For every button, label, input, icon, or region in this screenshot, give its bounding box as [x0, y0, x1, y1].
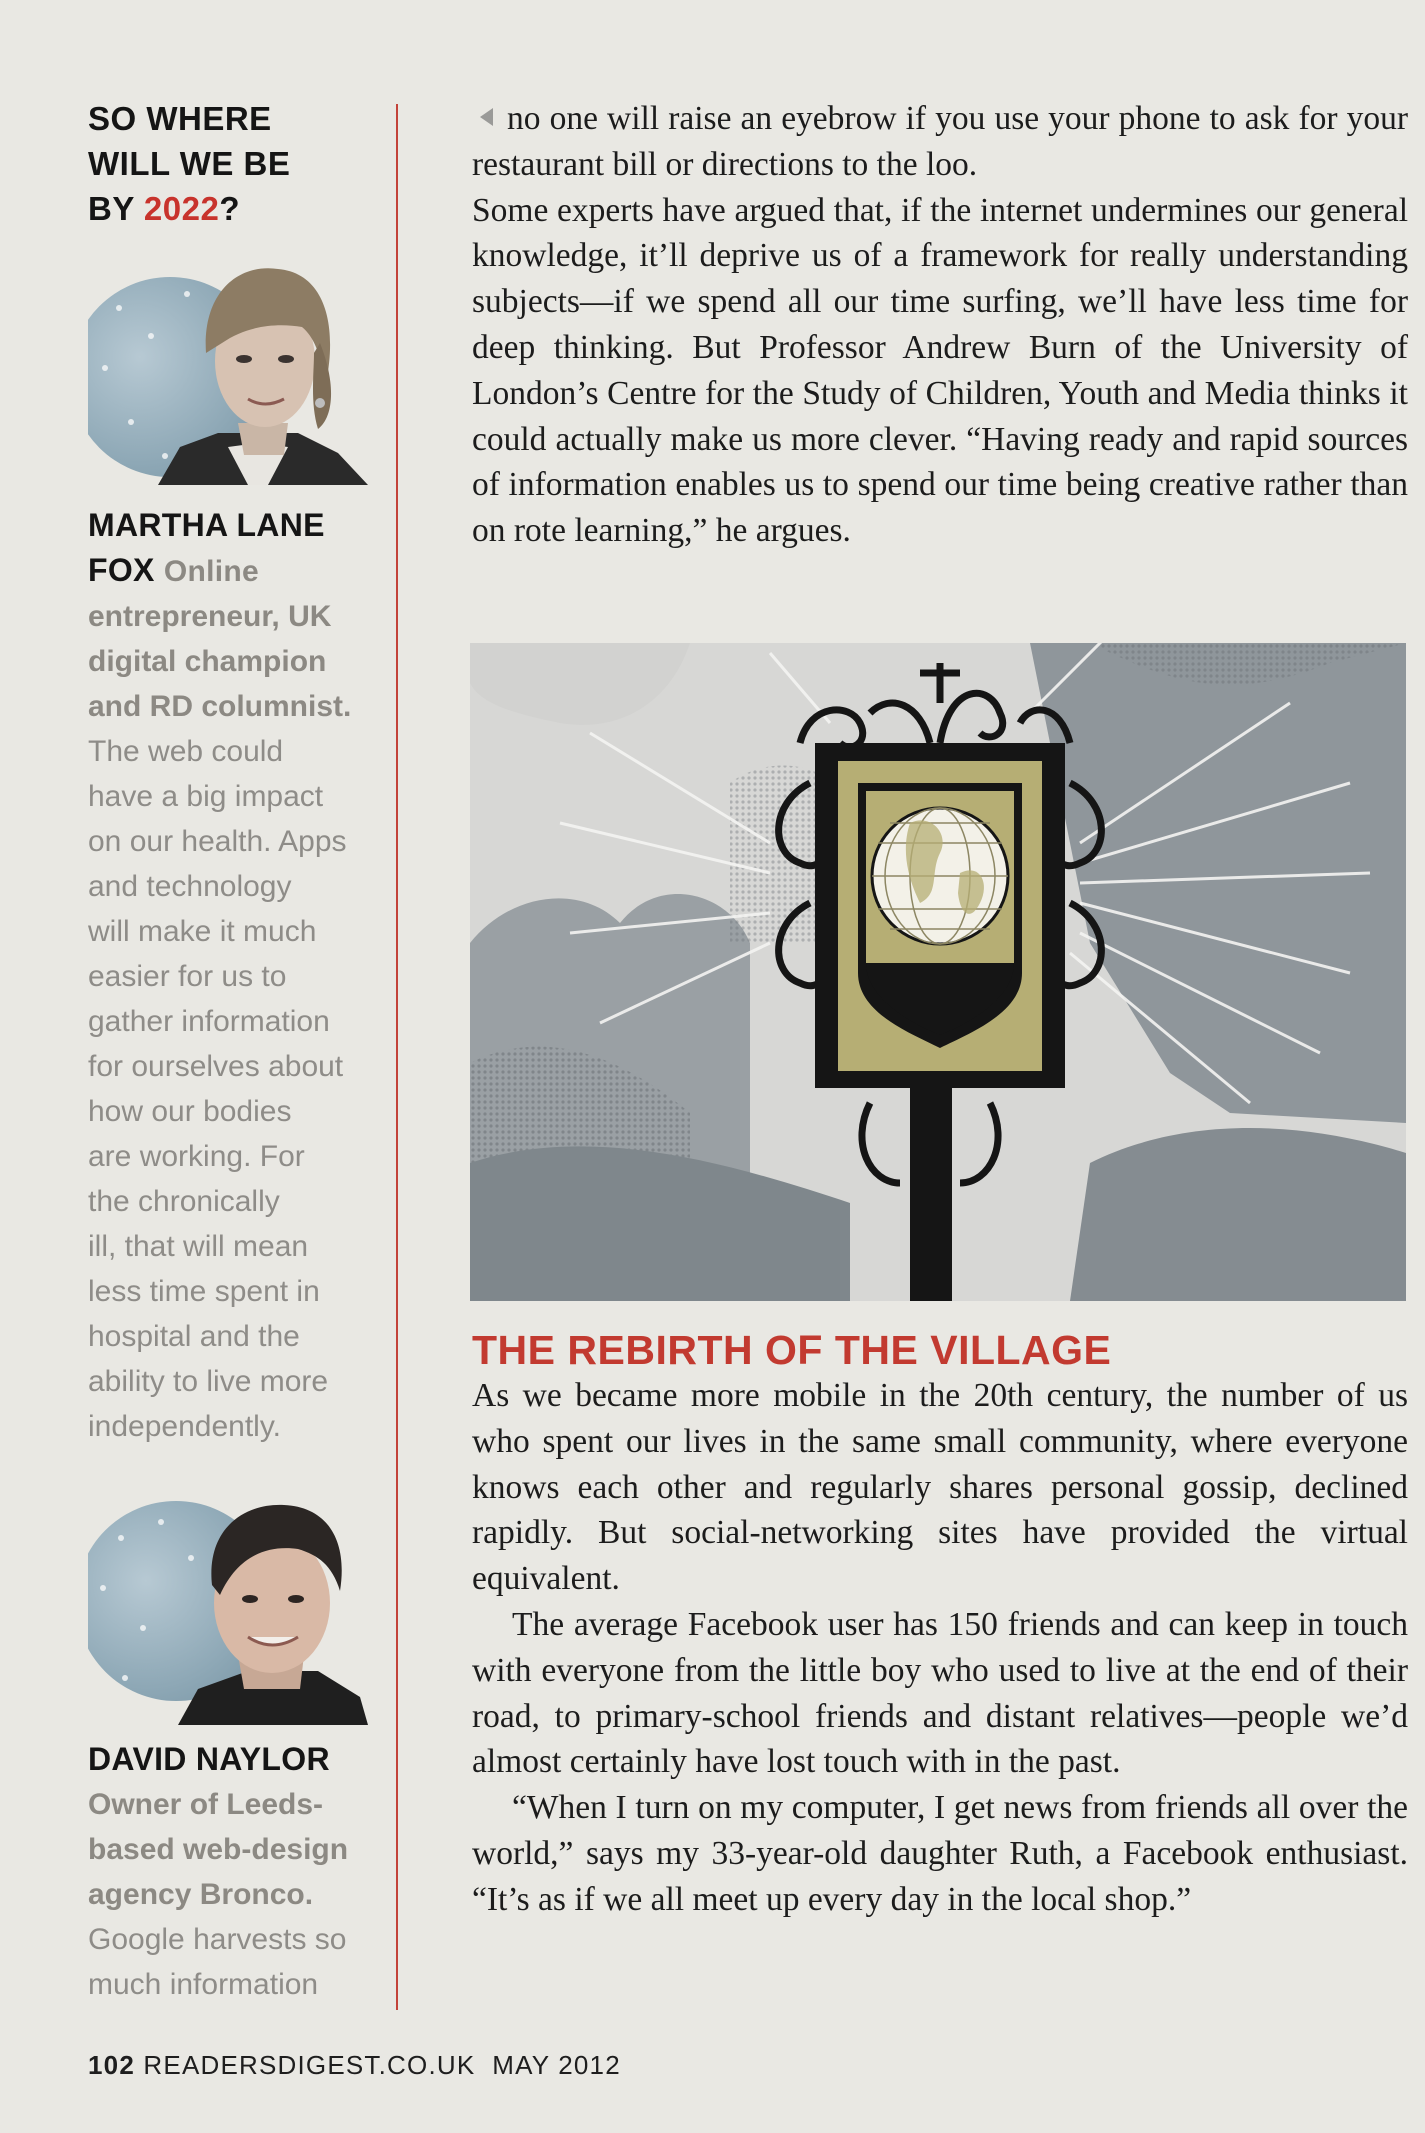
quote-line: have a big impact [88, 780, 324, 813]
heading-line-3-prefix: BY [88, 190, 144, 227]
quote-line: less time spent in [88, 1275, 320, 1308]
role-line: based web-design [88, 1833, 349, 1866]
page-number: 102 [88, 2050, 135, 2080]
quote-line: and technology [88, 870, 292, 903]
person-quote [88, 729, 378, 1449]
person-quote [88, 1917, 378, 2007]
quote-line: on our health. Apps [88, 825, 347, 858]
person-name: DAVID NAYLOR [88, 1741, 330, 1777]
portrait-photo [88, 1475, 378, 1725]
section-paragraph: As we became more mobile in the 20th century, the number of us who spent our lives in the same small community, where everyone knows each other and regularly shares personal gossip, declined rapidly. But social-networking sites have provided the virtual equivalent. [472, 1377, 1408, 1598]
role-inline: Online [163, 555, 260, 588]
experts-paragraph: Some experts have argued that, if the internet undermines our general knowledge, it’ll deprive us of a framework for really understanding subjects—if we spend all our time surfing, we’ll have less time for deep thinking. But Professor Andrew Burn of the University of London’s Centre for the Study of Children, Youth and Media thinks it could actually make us more clever. “Having ready and rapid sources of information enables us to spend our time being creative rather than on rote learning,” he argues. [472, 191, 1408, 550]
quote-line: ability to live more [88, 1365, 329, 1398]
continued-arrow-icon [480, 108, 493, 126]
quote-line: will make it much [88, 915, 317, 948]
section-paragraph: “When I turn on my computer, I get news from friends all over the world,” says my 33-year-old daughter Ruth, a Facebook enthusiast. “It’s as if we all meet up every day in the local shop.” [472, 1789, 1408, 1918]
quote-line: ill, that will mean [88, 1230, 309, 1263]
section-heading: THE REBIRTH OF THE VILLAGE [472, 1327, 1112, 1373]
martha-bio [88, 503, 378, 1449]
role-line: entrepreneur, UK [88, 600, 332, 633]
quote-line: easier for us to [88, 960, 287, 993]
quote-line: the chronically [88, 1185, 280, 1218]
quote-line: are working. For [88, 1140, 305, 1173]
column-divider [396, 104, 398, 2010]
pub-sign-illustration [470, 643, 1406, 1301]
article-section [472, 1325, 1408, 1923]
page-footer [88, 2050, 621, 2081]
martha-lane-fox-portrait [88, 233, 378, 485]
person-name-line-2: FOX [88, 552, 155, 588]
footer-site: READERSDIGEST.CO.UK [143, 2050, 476, 2080]
heading-year: 2022 [143, 190, 220, 227]
david-bio [88, 1737, 378, 2007]
intro-paragraph [472, 96, 1408, 188]
person-name [88, 503, 378, 594]
quote-line: The web could [88, 735, 284, 768]
heading-line-2: WILL WE BE [88, 145, 291, 182]
footer-issue: MAY 2012 [492, 2050, 621, 2080]
intro-first-line: no one will raise an eyebrow if you use your phone to [507, 100, 1236, 137]
heading-line-3-suffix: ? [219, 190, 241, 227]
sidebar [88, 96, 378, 2007]
article-top [472, 96, 1408, 554]
heading-line-1: SO WHERE [88, 100, 272, 137]
david-naylor-portrait [88, 1475, 378, 1725]
person-name-line-1: MARTHA LANE [88, 507, 325, 543]
person-role [88, 1782, 378, 1917]
quote-line: Google harvests so [88, 1923, 347, 1956]
quote-line: hospital and the [88, 1320, 300, 1353]
role-line: and RD columnist. [88, 690, 352, 723]
quote-line: for ourselves about [88, 1050, 344, 1083]
role-line: Owner of Leeds- [88, 1788, 324, 1821]
intro-rest: ask for your restaurant bill or directions to the loo. [472, 100, 1408, 183]
quote-line: gather information [88, 1005, 330, 1038]
quote-line: independently. [88, 1410, 281, 1443]
role-line: digital champion [88, 645, 327, 678]
role-line: agency Bronco. [88, 1878, 314, 1911]
quote-line: how our bodies [88, 1095, 292, 1128]
section-paragraph: The average Facebook user has 150 friends and can keep in touch with everyone from the little boy who used to live at the end of their road, to primary-school friends and distant relatives—people we’d almost certainly have lost touch with in the past. [472, 1605, 1408, 1781]
portrait-photo [88, 233, 378, 485]
pub-sign-image [470, 643, 1406, 1301]
quote-line: much information [88, 1968, 319, 2001]
person-role [88, 594, 378, 729]
sidebar-heading [88, 96, 378, 231]
